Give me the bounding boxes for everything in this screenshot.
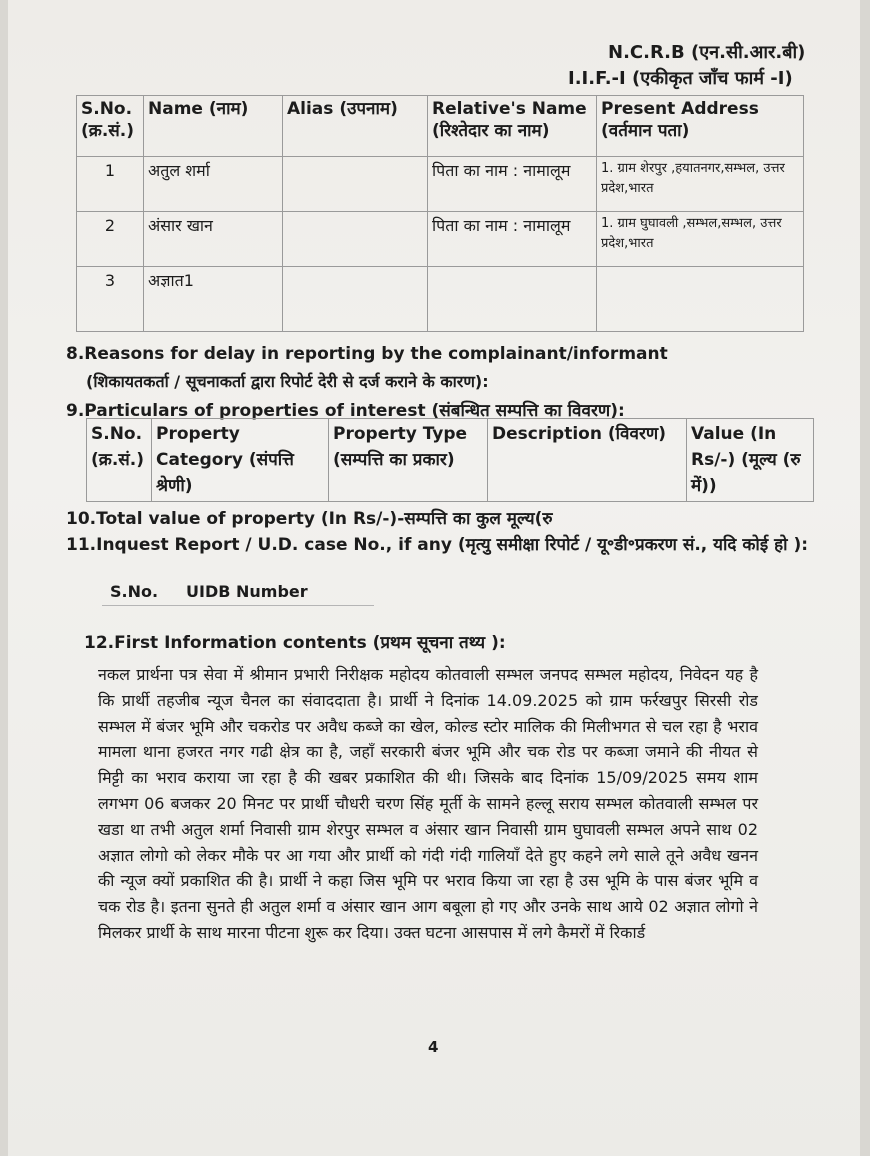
document-page (8, 0, 860, 1156)
cell-alias (283, 267, 428, 332)
col-name: Name (नाम) (144, 96, 283, 157)
section12-title: 12.First Information contents (प्रथम सूचना तथ्य ): (84, 633, 506, 653)
col-sno: S.No. (102, 578, 178, 606)
table-row (77, 157, 804, 212)
col-relative: Relative's Name (रिश्तेदार का नाम) (428, 96, 597, 157)
accused-table (76, 95, 804, 332)
col-value: Value (In Rs/-) (मूल्य (रु में)) (687, 419, 814, 502)
section8-title: 8.Reasons for delay in reporting by the complainant/informant (66, 344, 668, 364)
property-table-header (87, 419, 814, 502)
section8-subtitle: (शिकायतकर्ता / सूचनाकर्ता द्वारा रिपोर्ट देरी से दर्ज कराने के कारण): (86, 372, 489, 391)
col-sno: S.No. (क्र.सं.) (87, 419, 152, 502)
col-description: Description (विवरण) (488, 419, 687, 502)
cell-sno: 1 (77, 157, 144, 212)
uidb-table (102, 578, 374, 606)
cell-name: अंसार खान (144, 212, 283, 267)
cell-address: 1. ग्राम शेरपुर ,हयातनगर,सम्भल, उत्तर प्रदेश,भारत (597, 157, 804, 212)
page-number: 4 (428, 1038, 439, 1056)
cell-relative: पिता का नाम : नामालूम (428, 157, 597, 212)
cell-sno: 3 (77, 267, 144, 332)
cell-name: अतुल शर्मा (144, 157, 283, 212)
cell-address (597, 267, 804, 332)
col-sno: S.No. (क्र.सं.) (77, 96, 144, 157)
col-alias: Alias (उपनाम) (283, 96, 428, 157)
col-type: Property Type (सम्पत्ति का प्रकार) (329, 419, 488, 502)
uidb-table-header (102, 578, 374, 606)
cell-relative (428, 267, 597, 332)
cell-address: 1. ग्राम घुघावली ,सम्भल,सम्भल, उत्तर प्रदेश,भारत (597, 212, 804, 267)
section10-title: 10.Total value of property (In Rs/-)-सम्पत्ति का कुल मूल्य(रु (66, 509, 553, 529)
accused-table-header (77, 96, 804, 157)
table-row (77, 267, 804, 332)
table-row (77, 212, 804, 267)
cell-relative: पिता का नाम : नामालूम (428, 212, 597, 267)
col-address: Present Address (वर्तमान पता) (597, 96, 804, 157)
form-header-iif: I.I.F.-I (एकीकृत जाँच फार्म -I) (568, 68, 793, 89)
property-table (86, 418, 814, 502)
cell-alias (283, 157, 428, 212)
col-category: Property Category (संपत्ति श्रेणी) (152, 419, 329, 502)
cell-sno: 2 (77, 212, 144, 267)
form-header-ncrb: N.C.R.B (एन.सी.आर.बी) (608, 42, 806, 63)
cell-alias (283, 212, 428, 267)
cell-name: अज्ञात1 (144, 267, 283, 332)
first-information-body: नकल प्रार्थना पत्र सेवा में श्रीमान प्रभारी निरीक्षक महोदय कोतवाली सम्भल जनपद सम्भल महोदय, निवेदन यह है कि प्रार्थी तहजीब न्यूज चैनल का संवाददाता है। प्रार्थी ने दिनांक 14.09.2025 को ग्राम फर्रखपुर सिरसी रोड सम्भल में बंजर भूमि और चकरोड पर अवैध कब्जे का खेल, कोल्ड स्टोर मालिक की मिलीभगत से चल रहा है भराव मामला थाना हजरत नगर गढी क्षेत्र का है, जहाँ सरकारी बंजर भूमि और चक रोड पर कब्जा जमाने की नीयत से मिट्टी का भराव कराया जा रहा है की खबर प्रकाशित की थी। जिसके बाद दिनांक 15/09/2025 समय शाम लगभग 06 बजकर 20 मिनट पर प्रार्थी चौधरी चरण सिंह मूर्ती के सामने हल्लू सराय सम्भल कोतवाली सम्भल पर खडा था तभी अतुल शर्मा निवासी ग्राम शेरपुर सम्भल व अंसार खान निवासी ग्राम घुघावली सम्भल अपने साथ 02 अज्ञात लोगो को लेकर मौके पर आ गया और प्रार्थी को गंदी गंदी गालियाँ देते हुए कहने लगे साले तूने अवैध खनन की न्यूज क्यों प्रकाशित की है। प्रार्थी ने कहा जिस भूमि पर भराव किया जा रहा है उस भूमि के पास बंजर भूमि व चक रोड है। इतना सुनते ही अतुल शर्मा व अंसार खान आग बबूला हो गए और उनके साथ आये 02 अज्ञात लोगो ने मिलकर प्रार्थी के साथ मारना पीटना शुरू कर दिया। उक्त घटना आसपास में लगे कैमरों में रिकार्ड (98, 665, 758, 942)
section11-title: 11.Inquest Report / U.D. case No., if any (मृत्यु समीक्षा रिपोर्ट / यू॰डी॰प्रकरण सं., यदि कोई हो ): (66, 535, 809, 555)
section9-title: 9.Particulars of properties of interest (संबन्धित सम्पत्ति का विवरण): (66, 401, 625, 421)
col-uidb: UIDB Number (178, 578, 374, 606)
